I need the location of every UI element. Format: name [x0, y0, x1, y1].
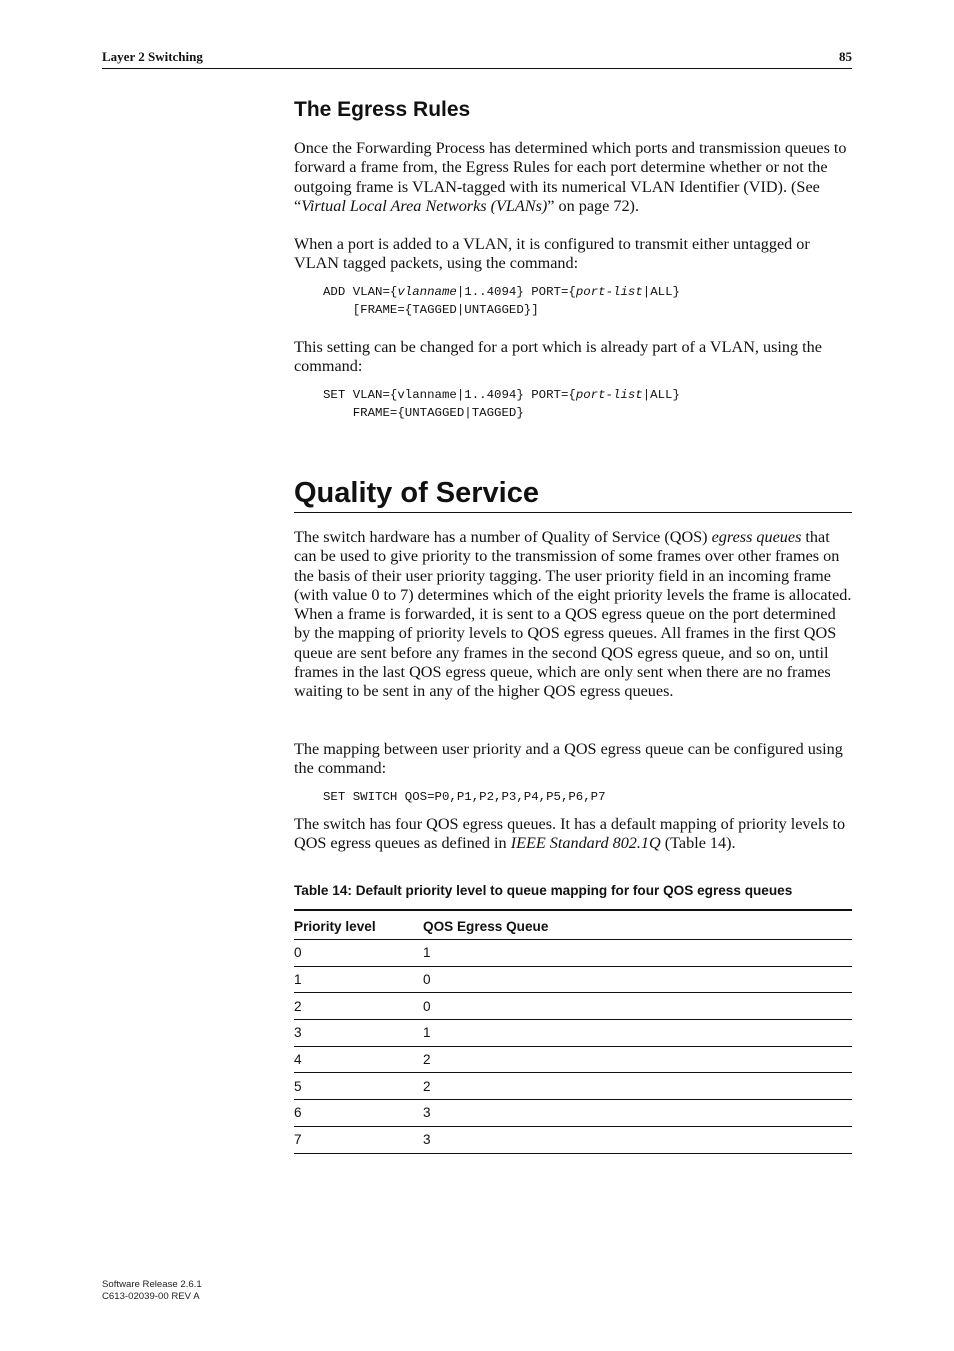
table-row — [294, 993, 852, 1020]
table-row — [294, 1073, 852, 1100]
queue-cell: 1 — [423, 940, 852, 967]
table-header-row — [294, 910, 852, 940]
table-row — [294, 966, 852, 993]
qos-paragraph-3: The switch has four QOS egress queues. It has a default mapping of priority levels to QOS egress queues as defined in IEEE Standard 802.1Q (Table 14). — [294, 815, 846, 853]
queue-cell: 1 — [423, 1020, 852, 1047]
add-vlan-command: ADD VLAN={vlanname|1..4094} PORT={port-list|ALL} [FRAME={TAGGED|UNTAGGED}] — [323, 285, 680, 317]
egress-paragraph-1: Once the Forwarding Process has determined which ports and transmission queues to forward a frame from, the Egress Rules for each port determine whether or not the outgoing frame is VLAN-tagged with its numerical VLAN Identifier (VID). (See “Virtual Local Area Networks (VLANs)” on page 72). — [294, 139, 847, 215]
queue-cell: 2 — [423, 1073, 852, 1100]
priority-cell: 3 — [294, 1020, 423, 1047]
running-header — [102, 48, 852, 69]
column-header-priority-level: Priority level — [294, 910, 423, 940]
table-row — [294, 1046, 852, 1073]
set-switch-qos-command: SET SWITCH QOS=P0,P1,P2,P3,P4,P5,P6,P7 — [323, 790, 606, 804]
queue-cell: 0 — [423, 993, 852, 1020]
ieee-standard-reference: IEEE Standard 802.1Q — [510, 834, 661, 853]
priority-cell: 4 — [294, 1046, 423, 1073]
footer-doc-id: C613-02039-00 REV A — [102, 1291, 200, 1302]
queue-cell: 3 — [423, 1126, 852, 1153]
priority-cell: 1 — [294, 966, 423, 993]
queue-cell: 3 — [423, 1100, 852, 1127]
qos-heading: Quality of Service — [294, 477, 852, 513]
priority-queue-table — [294, 909, 852, 1154]
table-row — [294, 940, 852, 967]
table-row — [294, 1020, 852, 1047]
table-caption: Table 14: Default priority level to queue mapping for four QOS egress queues — [294, 883, 793, 898]
priority-queue-table-wrap — [294, 909, 852, 1154]
queue-cell: 0 — [423, 966, 852, 993]
qos-paragraph-2: The mapping between user priority and a QOS egress queue can be configured using the command: — [294, 740, 843, 778]
vlan-cross-reference: Virtual Local Area Networks (VLANs) — [301, 196, 548, 215]
priority-cell: 5 — [294, 1073, 423, 1100]
footer-release: Software Release 2.6.1 — [102, 1279, 202, 1290]
priority-cell: 2 — [294, 993, 423, 1020]
table-row — [294, 1126, 852, 1153]
egress-queues-term: egress queues — [711, 528, 802, 546]
qos-paragraph-1: The switch hardware has a number of Quality of Service (QOS) egress queues that can be used to give priority to the transmission of some frames over other frames on the basis of their user priority tagging. The user priority field in an incoming frame (with value 0 to 7) determines which of the eight priority levels the frame is allocated. When a frame is forwarded, it is sent to a QOS egress queue on the port determined by the mapping of priority levels to QOS egress queues. All frames in the first QOS queue are sent before any frames in the second QOS egress queue, and so on, until frames in the last QOS egress queue, which are only sent when there are no frames waiting to be sent in any of the higher QOS egress queues. — [294, 528, 852, 701]
column-header-qos-egress-queue: QOS Egress Queue — [423, 910, 852, 940]
priority-cell: 0 — [294, 940, 423, 967]
page-footer — [102, 1279, 202, 1303]
egress-paragraph-3: This setting can be changed for a port which is already part of a VLAN, using the command: — [294, 338, 822, 376]
header-page-number: 85 — [839, 49, 852, 64]
priority-cell: 7 — [294, 1126, 423, 1153]
table-row — [294, 1100, 852, 1127]
egress-rules-heading: The Egress Rules — [294, 98, 471, 121]
set-vlan-command: SET VLAN={vlanname|1..4094} PORT={port-list|ALL} FRAME={UNTAGGED|TAGGED} — [323, 388, 680, 420]
egress-paragraph-2: When a port is added to a VLAN, it is configured to transmit either untagged or VLAN tagged packets, using the command: — [294, 235, 810, 273]
priority-cell: 6 — [294, 1100, 423, 1127]
queue-cell: 2 — [423, 1046, 852, 1073]
header-section-title: Layer 2 Switching — [102, 49, 203, 64]
